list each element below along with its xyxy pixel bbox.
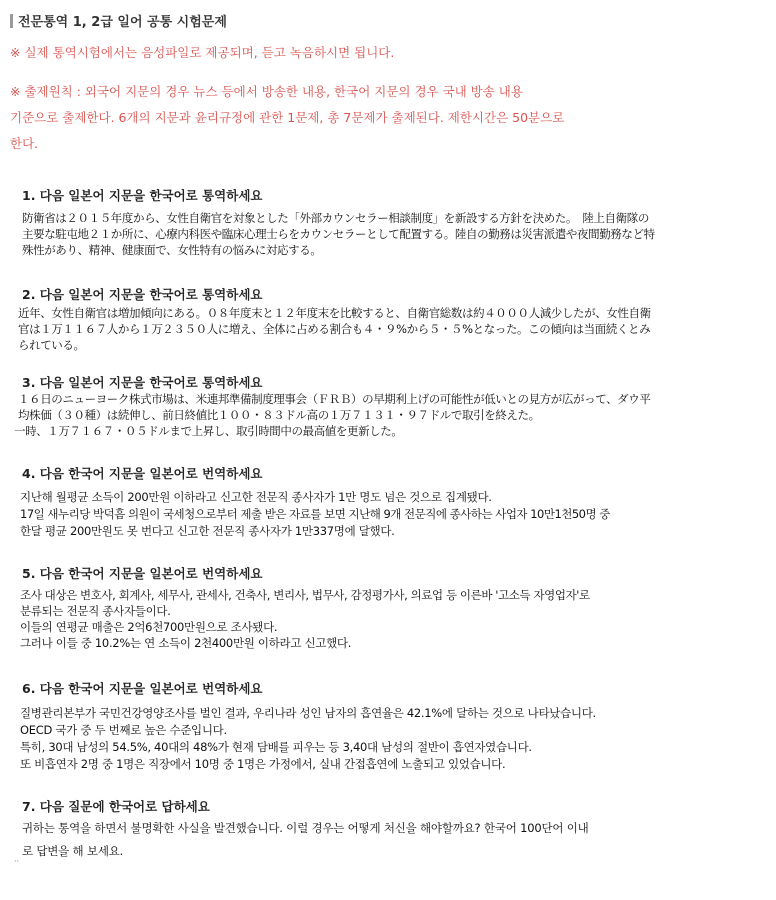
question-heading: 6. 다음 한국어 지문을 일본어로 번역하세요 bbox=[22, 681, 263, 696]
question-text-line: 지난해 월평균 소득이 200만원 이하라고 신고한 전문직 종사자가 1만 명도 넘은 것으로 집계됐다. bbox=[20, 490, 492, 504]
notice-principle-line3: 한다. bbox=[10, 136, 39, 151]
question-text-line: 한달 평균 200만원도 못 번다고 신고한 전문직 종사자가 1만337명에 달했다. bbox=[20, 524, 395, 538]
question-text-line: 질병관리본부가 국민건강영양조사를 벌인 결과, 우리나라 성인 남자의 흡연율은 42.1%에 달하는 것으로 나타났습니다. bbox=[20, 706, 596, 720]
notice-principle-line1: ※ 출제원칙 : 외국어 지문의 경우 뉴스 등에서 방송한 내용, 한국어 지문의 경우 국내 방송 내용 bbox=[10, 84, 523, 99]
title-accent-bar bbox=[10, 14, 13, 28]
question-text-line: られている。 bbox=[18, 338, 85, 352]
question-heading: 7. 다음 질문에 한국어로 답하세요 bbox=[22, 799, 210, 814]
page-title: 전문통역 1, 2급 일어 공통 시험문제 bbox=[18, 15, 227, 30]
question-text-line: 一時、１万７１６７・０５ドルまで上昇し、取引時間中の最高値を更新した。 bbox=[14, 424, 403, 438]
question-text-line: 近年、女性自衛官は増加傾向にある。０８年度末と１２年度末を比較すると、自衛官総数は約４０００人減少したが、女性自衛 bbox=[18, 306, 651, 320]
question-text-line: OECD 국가 중 두 번째로 높은 수준입니다. bbox=[20, 723, 227, 737]
question-text-line: １６日のニューヨーク株式市場は、米連邦準備制度理事会（ＦＲＢ）の早期利上げの可能性が低いとの見方が広がって、ダウ平 bbox=[18, 392, 651, 406]
page-end-marker: ·· bbox=[14, 857, 20, 866]
question-heading: 2. 다음 일본어 지문을 한국어로 통역하세요 bbox=[22, 287, 263, 302]
question-text-line: 殊性があり、精神、健康面で、女性特有の悩みに対応する。 bbox=[22, 243, 322, 257]
question-text-line: 그러나 이들 중 10.2%는 연 소득이 2천400만원 이하라고 신고했다. bbox=[20, 636, 352, 650]
question-text-line: 官は１万１１６７人から１万２３５０人に増え、全体に占める割合も４・９%から５・５%となった。この傾向は当面続くとみ bbox=[18, 322, 651, 336]
notice-audio: ※ 실제 통역시험에서는 음성파일로 제공되며, 듣고 녹음하시면 됩니다. bbox=[10, 45, 395, 60]
question-heading: 3. 다음 일본어 지문을 한국어로 통역하세요 bbox=[22, 375, 263, 390]
question-heading: 1. 다음 일본어 지문을 한국어로 통역하세요 bbox=[22, 188, 263, 203]
question-heading: 4. 다음 한국어 지문을 일본어로 번역하세요 bbox=[22, 466, 263, 481]
question-text-line: 조사 대상은 변호사, 회계사, 세무사, 관세사, 건축사, 변리사, 법무사, 감정평가사, 의료업 등 이른바 '고소득 자영업자'로 bbox=[20, 588, 590, 602]
notice-principle-line2: 기준으로 출제한다. 6개의 지문과 윤리규정에 관한 1문제, 총 7문제가 출제된다. 제한시간은 50분으로 bbox=[10, 110, 565, 125]
question-text-line: 분류되는 전문직 종사자들이다. bbox=[20, 604, 171, 618]
question-text-line: 均株価（３０種）は続伸し、前日終値比１００・８３ドル高の１万７１３１・９７ドルで取引を終えた。 bbox=[18, 408, 540, 422]
document-header bbox=[10, 11, 227, 30]
question-text-line: 또 비흡연자 2명 중 1명은 직장에서 10명 중 1명은 가정에서, 실내 간접흡연에 노출되고 있었습니다. bbox=[20, 757, 506, 771]
question-text-line: 로 답변을 해 보세요. bbox=[22, 844, 124, 858]
question-text-line: 防衛省は２０１５年度から、女性自衛官を対象とした「外部カウンセラー相談制度」を新設する方針を決めた。 陸上自衛隊の bbox=[22, 211, 649, 225]
question-text-line: 17일 새누리당 박덕흠 의원이 국세청으로부터 제출 받은 자료를 보면 지난해 9개 전문직에 종사하는 사업자 10만1천50명 중 bbox=[20, 507, 610, 521]
question-text-line: 이들의 연평균 매출은 2억6천700만원으로 조사됐다. bbox=[20, 620, 278, 634]
question-text-line: 귀하는 통역을 하면서 불명확한 사실을 발견했습니다. 이럴 경우는 어떻게 처신을 해야할까요? 한국어 100단어 이내 bbox=[22, 821, 589, 835]
question-text-line: 主要な駐屯地２１か所に、心療内科医や臨床心理士らをカウンセラーとして配置する。陸自の勤務は災害派遣や夜間勤務など特 bbox=[22, 227, 655, 241]
question-heading: 5. 다음 한국어 지문을 일본어로 번역하세요 bbox=[22, 566, 263, 581]
question-text-line: 특히, 30대 남성의 54.5%, 40대의 48%가 현재 담배를 피우는 등 3,40대 남성의 절반이 흡연자였습니다. bbox=[20, 740, 532, 754]
